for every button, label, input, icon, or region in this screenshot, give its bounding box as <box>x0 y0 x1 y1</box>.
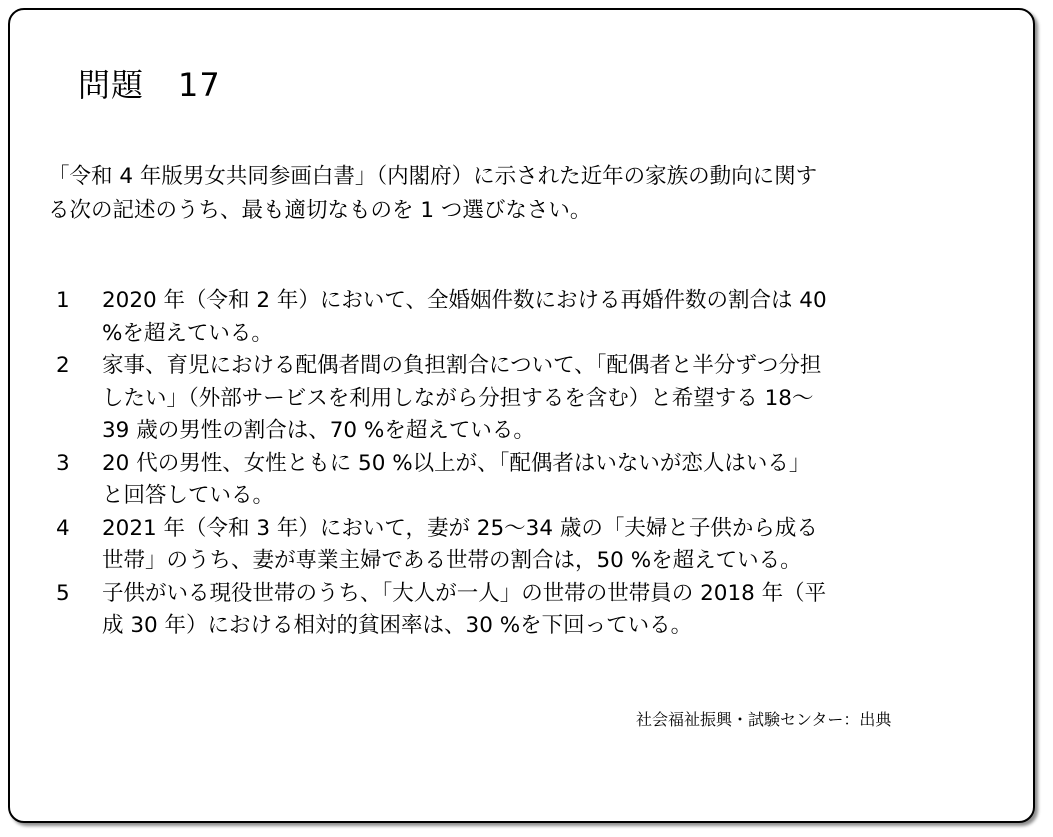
choice-text-line: 2020 年（令和 2 年）において、全婚姻件数における再婚件数の割合は 40 <box>102 288 827 313</box>
choice-text-line: %を超えている。 <box>102 320 273 346</box>
question-label: 問題 <box>78 66 145 104</box>
question-prompt <box>48 160 817 228</box>
question-number: 17 <box>178 66 221 104</box>
choice-number: 5 <box>56 580 70 606</box>
choice-text-line: と回答している。 <box>102 483 275 508</box>
choice-text-line: 世帯」のうち、妻が専業主婦である世帯の割合は，50 %を超えている。 <box>102 548 802 573</box>
answer-choice-2[interactable] <box>56 350 827 448</box>
choice-number: 2 <box>56 353 70 378</box>
source-credit: 社会福祉振興・試験センター：出典 <box>636 710 892 729</box>
choice-text-line: 家事、育児における配偶者間の負担割合について、「配偶者と半分ずつ分担 <box>102 353 822 378</box>
choice-text-line: 39 歳の男性の割合は、70 %を超えている。 <box>102 418 535 443</box>
answer-choice-1[interactable] <box>56 285 827 350</box>
choice-text-line: 20 代の男性、女性ともに 50 %以上が、「配偶者はいないが恋人はいる」 <box>102 450 811 476</box>
question-prompt-line: 「令和 4 年版男女共同参画白書」（内閣府）に示された近年の家族の動向に関す <box>48 164 818 189</box>
choice-text-line: 子供がいる現役世帯のうち、「大人が一人」の世帯の世帯員の 2018 年（平 <box>102 580 827 606</box>
choice-text-line: 2021 年（令和 3 年）において，妻が 25～34 歳の「夫婦と子供から成る <box>102 515 818 541</box>
question-title <box>78 60 221 106</box>
answer-choice-4[interactable] <box>56 513 827 578</box>
answer-choice-3[interactable] <box>56 448 827 513</box>
question-prompt-line: る次の記述のうち、最も適切なものを 1 つ選びなさい。 <box>48 198 592 223</box>
choice-text-line: したい」（外部サービスを利用しながら分担するを含む）と希望する 18～ <box>102 385 814 411</box>
choice-number: 4 <box>56 515 70 541</box>
choice-number: 1 <box>56 288 70 313</box>
answer-choice-5[interactable] <box>56 578 827 643</box>
choice-text-line: 成 30 年）における相対的貧困率は、30 %を下回っている。 <box>102 613 693 638</box>
choice-number: 3 <box>56 450 70 476</box>
answer-choices <box>56 285 827 643</box>
